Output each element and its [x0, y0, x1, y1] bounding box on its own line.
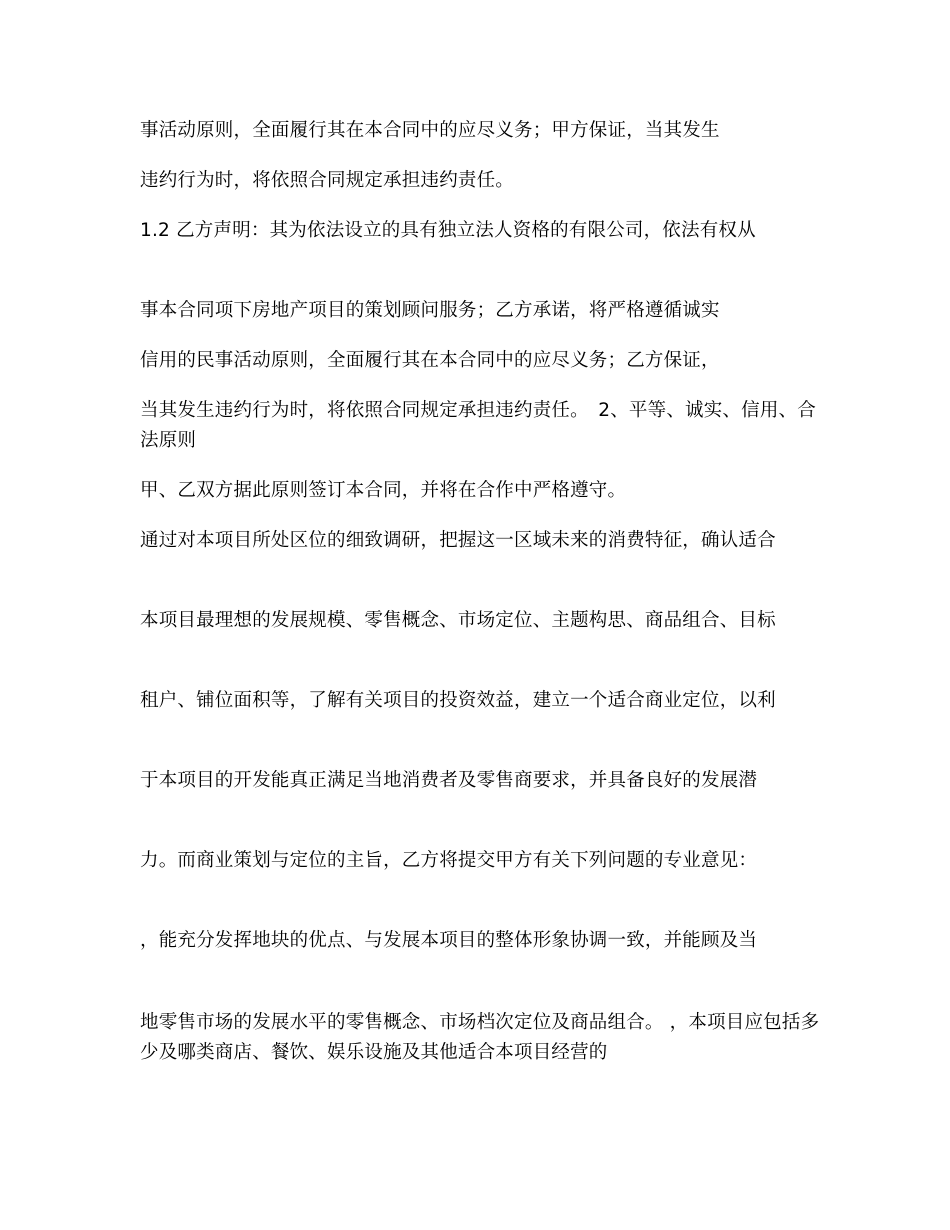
paragraph: 1.2 乙方声明：其为依法设立的具有独立法人资格的有限公司，依法有权从: [140, 220, 756, 241]
paragraph: 地零售市场的发展水平的零售概念、市场档次定位及商品组合。 ，本项目应包括多少及哪类商店、餐饮、娱乐设施及其他适合本项目经营的: [140, 1012, 820, 1063]
paragraph: 甲、乙双方据此原则签订本合同，并将在合作中严格遵守。: [140, 480, 627, 501]
paragraph: 事活动原则，全面履行其在本合同中的应尽义务；甲方保证，当其发生: [140, 120, 720, 141]
paragraph: 违约行为时，将依照合同规定承担违约责任。: [140, 170, 515, 191]
paragraph: ，能充分发挥地块的优点、与发展本项目的整体形象协调一致，并能顾及当: [140, 930, 758, 951]
paragraph: 本项目最理想的发展规模、零售概念、市场定位、主题构思、商品组合、目标: [140, 610, 776, 631]
paragraph: 租户、铺位面积等，了解有关项目的投资效益，建立一个适合商业定位，以利: [140, 690, 776, 711]
paragraph: 事本合同项下房地产项目的策划顾问服务；乙方承诺，将严格遵循诚实: [140, 300, 720, 321]
paragraph: 信用的民事活动原则，全面履行其在本合同中的应尽义务；乙方保证，: [140, 350, 720, 371]
paragraph: 通过对本项目所处区位的细致调研，把握这一区域未来的消费特征，确认适合: [140, 530, 776, 551]
paragraph: 当其发生违约行为时，将依照合同规定承担违约责任。 2、平等、诚实、信用、合法原则: [140, 400, 816, 451]
paragraph: 力。而商业策划与定位的主旨，乙方将提交甲方有关下列问题的专业意见：: [140, 850, 758, 871]
paragraph: 于本项目的开发能真正满足当地消费者及零售商要求，并具备良好的发展潜: [140, 770, 758, 791]
